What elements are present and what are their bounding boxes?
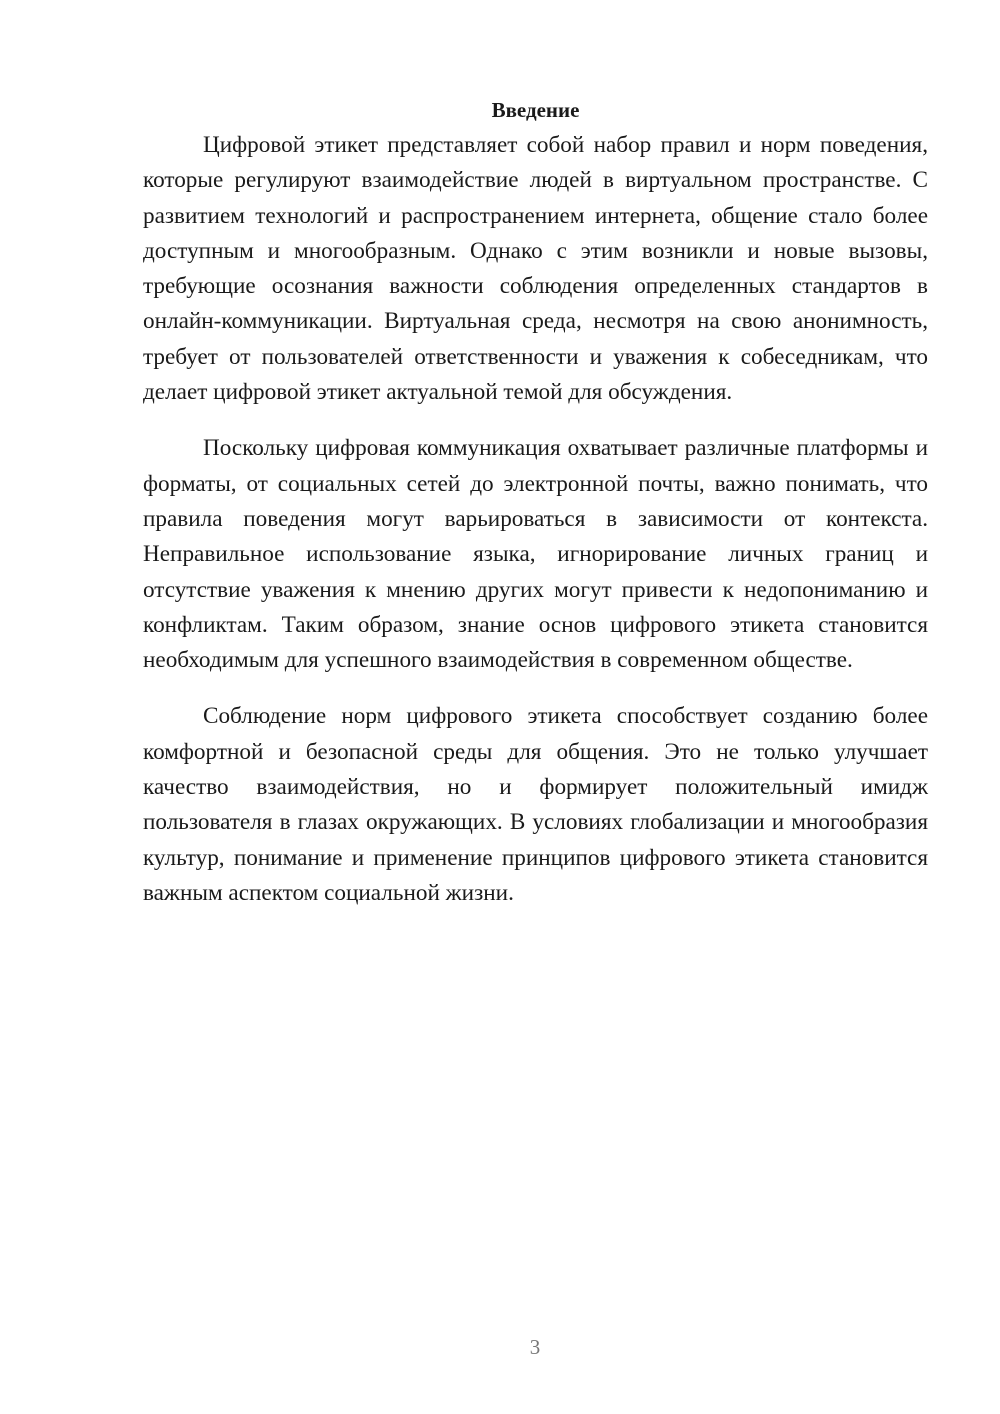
section-heading: Введение bbox=[491, 98, 580, 122]
paragraph-1: Цифровой этикет представляет собой набор правил и норм поведения, которые регулируют взаимодействие людей в виртуальном пространстве. С развитием технологий и распространением интернета, общение стало более доступным и многообразным. Однако с этим возникли и новые вызовы, требующие осознания важности соблюдения определенных стандартов в онлайн-коммуникации. Виртуальная среда, несмотря на свою анонимность, требует от пользователей ответственности и уважения к собеседникам, что делает цифровой этикет актуальной темой для обсуждения. bbox=[143, 132, 928, 406]
page-number: 3 bbox=[529, 1335, 541, 1359]
document-page bbox=[143, 92, 928, 932]
paragraph-2: Поскольку цифровая коммуникация охватывает различные платформы и форматы, от социальных сетей до электронной почты, важно понимать, что правила поведения могут варьироваться в зависимости от контекста. Неправильное использование языка, игнорирование личных границ и отсутствие уважения к мнению других могут привести к недопониманию и конфликтам. Таким образом, знание основ цифрового этикета становится необходимым для успешного взаимодействия в современном обществе. bbox=[143, 435, 928, 674]
paragraph-3: Соблюдение норм цифрового этикета способствует созданию более комфортной и безопасной среды для общения. Это не только улучшает качество взаимодействия, но и формирует положительный имидж пользователя в глазах окружающих. В условиях глобализации и многообразия культур, понимание и применение принципов цифрового этикета становится важным аспектом социальной жизни. bbox=[143, 703, 928, 906]
